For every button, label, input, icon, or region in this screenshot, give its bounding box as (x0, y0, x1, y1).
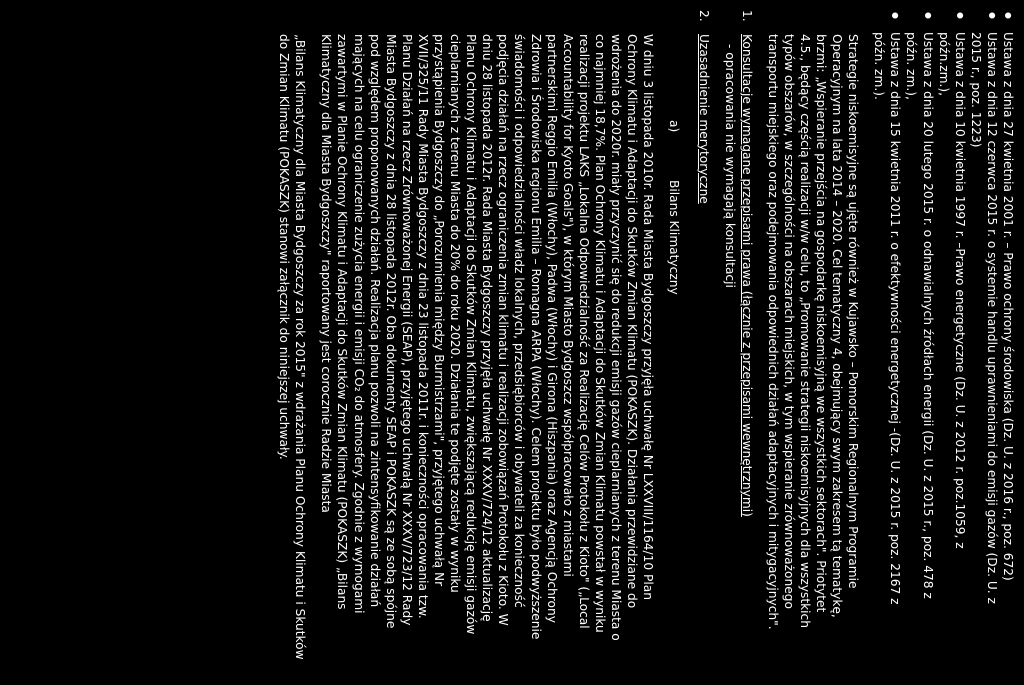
subsection-title: Bilans Klimatyczny (667, 180, 682, 295)
section-title: Konsultacje wymagane przepisami prawa (łącznie z przepisami wewnętrznymi) (739, 34, 754, 517)
list-item: ● Ustawa z dnia 10 kwietnia 1997 r. –Prawo energetyczne (Dz. U. z 2012 r. poz.1059, z późn.zm.), (936, 10, 968, 677)
section-1-note: - opracowania nie wymagają konsultacji (723, 44, 738, 288)
section-number: 1. (739, 10, 754, 22)
list-item: ● Ustawa z dnia 12 czerwca 2015 r. o systemie handlu uprawnieniami do emisji gazów (Dz. U. z 2015 r., poz. 1223) (968, 10, 1000, 677)
closing-paragraph: „Bilans Klimatyczny dla Miasta Bydgoszczy za rok 2015" z wdrażania Planu Ochrony Klimatu i Skutków do Zmian Klimatu (POKASZK) stanowi załącznik do niniejszej uchwały. (277, 34, 308, 660)
main-paragraph: W dniu 3 listopada 2010r. Rada Miasta Bydgoszczy przyjęła uchwałę Nr LXXVIII/1164/10 Plan Ochrony Klimatu i Adaptacji do Skutków Zmian Klimatu (POKASZK). Działania przewidziane do wdrożenia do 2020r. miały przyczynić się do redukcji emisji gazów cieplarnianych z terenu Miasta o co najmniej 18,7%. Plan Ochrony Klimatu i Adaptacji do Skutków Zmian Klimatu powstał w wyniku realizacji projektu LAKS „Lokalna Odpowiedzialność za Realizację Celów Protokołu z Kioto" („Local Accountability for Kyoto Goals"), w którym Miasto Bydgoszcz współpracowało z miastami partnerskimi Reggio Emilia (Włochy), Padwa (Włochy) i Girona (Hiszpania) oraz Agencją Ochrony Zdrowia i Środowiska regionu Emilia – Romagna ARPA (Włochy). Celem projektu było podwyższenie świadomości i odpowiedzialności władz lokalnych, przedsiębiorców i obywateli za konieczność podjęcia działań na rzecz ograniczenia zmian klimatu i realizacji zobowiązań Protokołu z Kioto. W dniu 28 listopada 2012r. Rada Miasta Bydgoszczy przyjęła uchwałę Nr XXXV/724/12 aktualizację Planu Ochrony Klimatu i Adaptacji do Skutków Zmian Klimatu, zwiększającą redukcję emisji gazów cieplarnianych z terenu Miasta do 20% do roku 2020. Działania te podjęte zostały w wyniku przystąpienia Bydgoszczy do „Porozumienia między Burmistrzami", przyjętego uchwałą Nr XVII/325/11 Rady Miasta Bydgoszczy z dnia 23 listopada 2011r. i konieczności opracowania tzw. Planu Działań na rzecz Zrównoważonej Energii (SEAP), przyjętego uchwałą Nr XXXV/723/12 Rady Miasta Bydgoszczy z dnia 28 listopada 2012r. Oba dokumenty SEAP i POKASZK są ze sobą spójne pod względem proponowanych działań. Realizacja planu pozwoli na zintensyfikowanie działań mających na celu ograniczenie zużycia energii i emisji CO₂ do atmosfery. Zgodnie z wymogami zawartymi w Planie Ochrony Klimatu i Adaptacji do Skutków Zmian Klimatu (POKASZK) „Bilans Klimatyczny dla Miasta Bydgoszczy" raportowany jest corocznie Radzie Miasta (319, 34, 656, 641)
section-number: 2. (697, 10, 712, 22)
subsection-a-heading (666, 120, 682, 677)
section-2-heading (696, 10, 712, 677)
list-item: ● Ustawa z dnia 15 kwietnia 2011 r. o efektywności energetycznej -(Dz. U. z 2015 r. poz. 2167 z późn. zm.). (871, 10, 903, 677)
list-item: ● Ustawa z dnia 27 kwietnia 2001 r. – Prawo ochrony środowiska (Dz. U. z 2016 r., poz. 672) (1000, 10, 1016, 677)
section-1-heading (739, 10, 755, 677)
strategy-paragraph: Strategie niskoemisyjne są ujęte również w Kujawsko – Pomorskim Regionalnym Programie Operacyjnym na lata 2014 – 2020. Cel tematyczny 4, obejmujący swym zakresem tą tematykę, brzmi: „Wspieranie przejścia na gospodarkę niskoemisyjną we wszystkich sektorach". Priotytet 4.5., będący częścią realizacji w/w celu, to „Promowanie strategii niskoemisyjnych dla wszystkich typów obszarów, w szczególności na obszarach miejskich, w tym wspieranie zrównoważonego transportu miejskiego oraz podejmowania odpowiednich działań adaptacyjnych i mitygacyjnych". (765, 34, 861, 630)
legal-acts-list (871, 10, 1016, 677)
subsection-label: a) (667, 120, 682, 133)
page-text (276, 10, 1016, 677)
section-title: Uzasadnienie merytoryczne (697, 34, 712, 204)
list-item: ● Ustawa z dnia 20 lutego 2015 r. o odnawialnych źródłach energii (Dz. U. z 2015 r., poz. 478 z późn. zm.), (903, 10, 935, 677)
